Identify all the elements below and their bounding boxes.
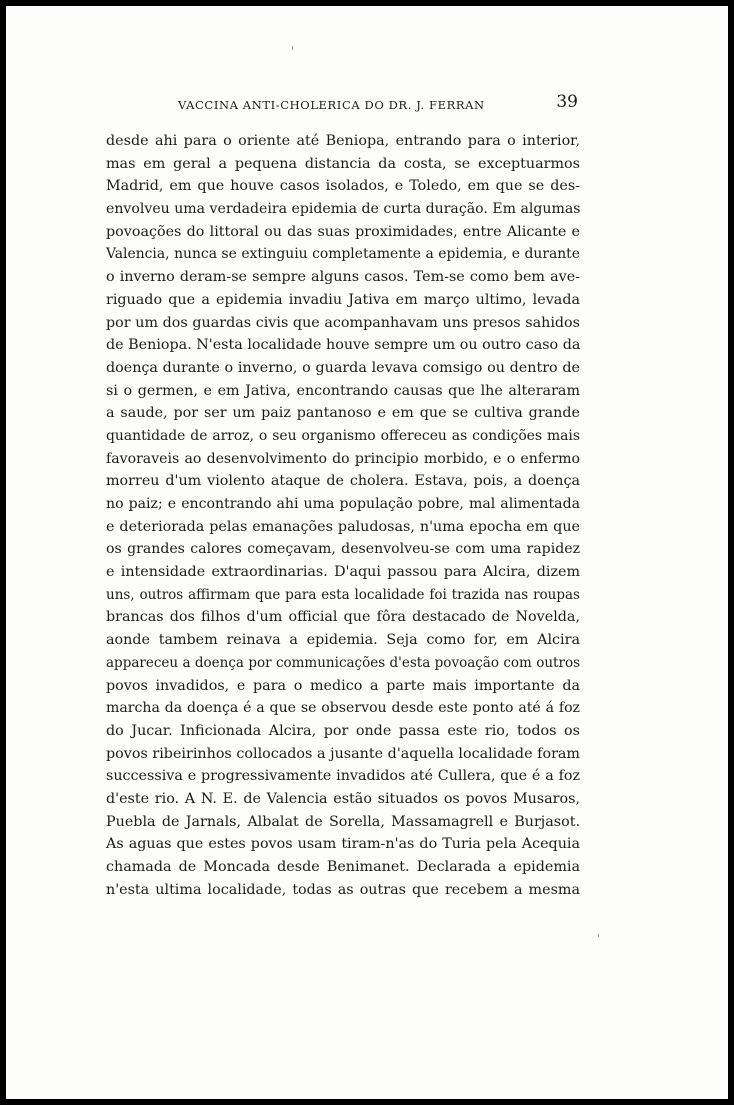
text-line: mas em geral a pequena distancia da costa, se exceptuarmos (106, 155, 580, 172)
text-line: As aguas que estes povos usam tiram-n'as do Turia pela Acequia (106, 836, 580, 853)
text-line: Puebla de Jarnals, Albalat de Sorella, Massamagrell e Burjasot. (106, 813, 580, 830)
text-line: aonde tambem reinava a epidemia. Seja como for, em Alcira (106, 632, 580, 649)
text-line: povos ribeirinhos collocados a jusante d'aquella localidade foram (106, 745, 580, 762)
text-line: povoações do littoral ou das suas proximidades, entre Alicante e (106, 223, 580, 240)
text-line: envolveu uma verdadeira epidemia de curta duração. Em algumas (106, 201, 581, 218)
text-line: favoraveis ao desenvolvimento do principio morbido, e o enfermo (106, 450, 580, 467)
text-line: si o germen, e em Jativa, encontrando causas que lhe alteraram (106, 382, 580, 399)
text-line: do Jucar. Inficionada Alcira, por onde passa este rio, todos os (106, 722, 580, 739)
text-line: povos invadidos, e para o medico a parte mais importante da (106, 677, 580, 694)
text-line: d'este rio. A N. E. de Valencia estão situados os povos Musaros, (106, 790, 580, 807)
text-line: de Beniopa. N'esta localidade houve sempre um ou outro caso da (106, 337, 581, 354)
text-line: a saude, por ser um paiz pantanoso e em que se cultiva grande (106, 405, 580, 422)
body-paragraph (106, 130, 580, 901)
text-line: por um dos guardas civis que acompanhavam uns presos sahidos (106, 314, 580, 331)
page-content (106, 90, 580, 901)
text-line: appareceu a doença por communicações d'esta povoação com outros (106, 654, 580, 671)
text-line: successiva e progressivamente invadidos até Cullera, que é a foz (106, 768, 580, 785)
text-line: chamada de Moncada desde Benimanet. Declarada a epidemia (106, 859, 580, 875)
text-line: no paiz; e encontrando ahi uma população pobre, mal alimentada (106, 496, 580, 512)
text-line: n'esta ultima localidade, todas as outras que recebem a mesma (106, 881, 580, 898)
text-line: desde ahi para o oriente até Beniopa, entrando para o interior, (106, 133, 580, 149)
text-line: doença durante o inverno, o guarda levava comsigo ou dentro de (106, 359, 580, 376)
text-line: o inverno deram-se sempre alguns casos. Tem-se como bem ave- (106, 269, 580, 286)
text-line: uns, outros affirmam que para esta localidade foi trazida nas roupas (106, 586, 580, 603)
text-line: Madrid, em que houve casos isolados, e Toledo, em que se des- (106, 178, 580, 195)
page-number: 39 (556, 92, 578, 112)
text-line: Valencia, nunca se extinguiu completamente a epidemia, e durante (106, 246, 580, 263)
scan-speck (292, 46, 293, 50)
text-line: e deteriorada pelas emanações paludosas, n'uma epocha em que (106, 518, 580, 535)
text-line: riguado que a epidemia invadiu Jativa em março ultimo, levada (106, 291, 580, 308)
text-line: marcha da doença é a que se observou desde este ponto até á foz (106, 700, 580, 717)
running-head (106, 90, 580, 116)
running-title: VACCINA ANTI-CHOLERICA DO DR. J. FERRAN (178, 98, 485, 112)
text-line: e intensidade extraordinarias. D'aqui passou para Alcira, dizem (106, 564, 580, 581)
text-line: os grandes calores começavam, desenvolveu-se com uma rapidez (106, 541, 580, 558)
scan-speck (598, 934, 599, 937)
text-line: quantidade de arroz, o seu organismo offereceu as condições mais (106, 427, 580, 444)
text-line: brancas dos filhos d'um official que fôra destacado de Novelda, (106, 609, 580, 626)
text-line: morreu d'um violento ataque de cholera. Estava, pois, a doença (106, 473, 580, 490)
